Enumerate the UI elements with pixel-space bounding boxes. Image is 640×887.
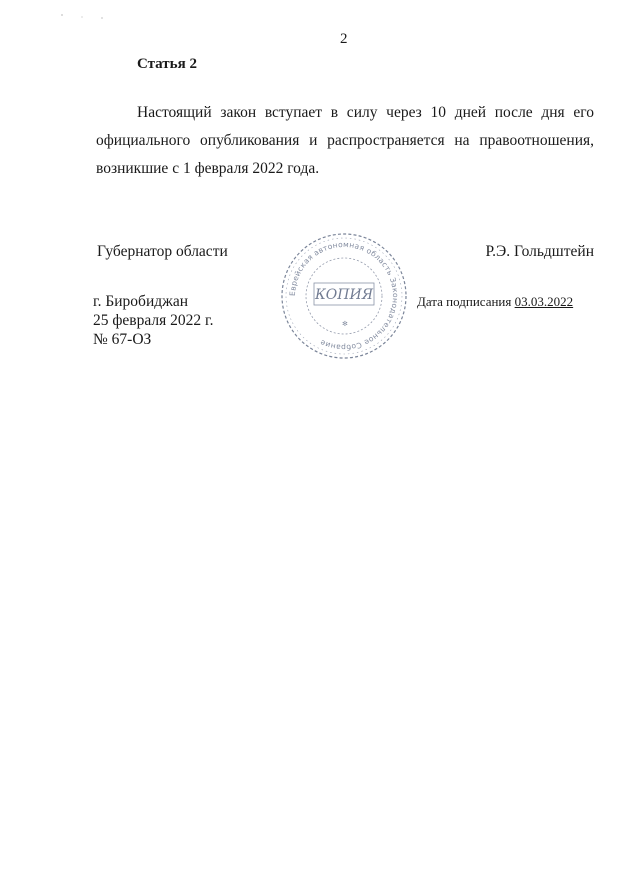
signing-date-label: Дата подписания: [417, 294, 515, 309]
signing-date: [417, 294, 573, 310]
law-number: № 67-ОЗ: [93, 331, 152, 348]
law-date: 25 февраля 2022 г.: [93, 312, 214, 329]
article-paragraph: Настоящий закон вступает в силу через 10 дней после дня его официального опубликования и распространяется на правоотношения, возникшие с 1 февраля 2022 года.: [96, 104, 594, 177]
seal-ring-text: Еврейская автономная область Законодательное Собрание: [287, 239, 401, 353]
signing-date-value: 03.03.2022: [514, 294, 574, 309]
official-seal-stamp: [278, 230, 410, 362]
signing-city: г. Биробиджан: [93, 293, 189, 310]
seal-center-text: КОПИЯ: [314, 287, 374, 303]
scan-specks-decoration: [60, 12, 120, 22]
governor-name: Р.Э. Гольдштейн: [485, 243, 594, 260]
page-number: 2: [340, 31, 348, 47]
svg-text:✻: ✻: [342, 320, 348, 328]
article-heading: Статья 2: [137, 56, 197, 72]
governor-title: Губернатор области: [97, 243, 228, 260]
